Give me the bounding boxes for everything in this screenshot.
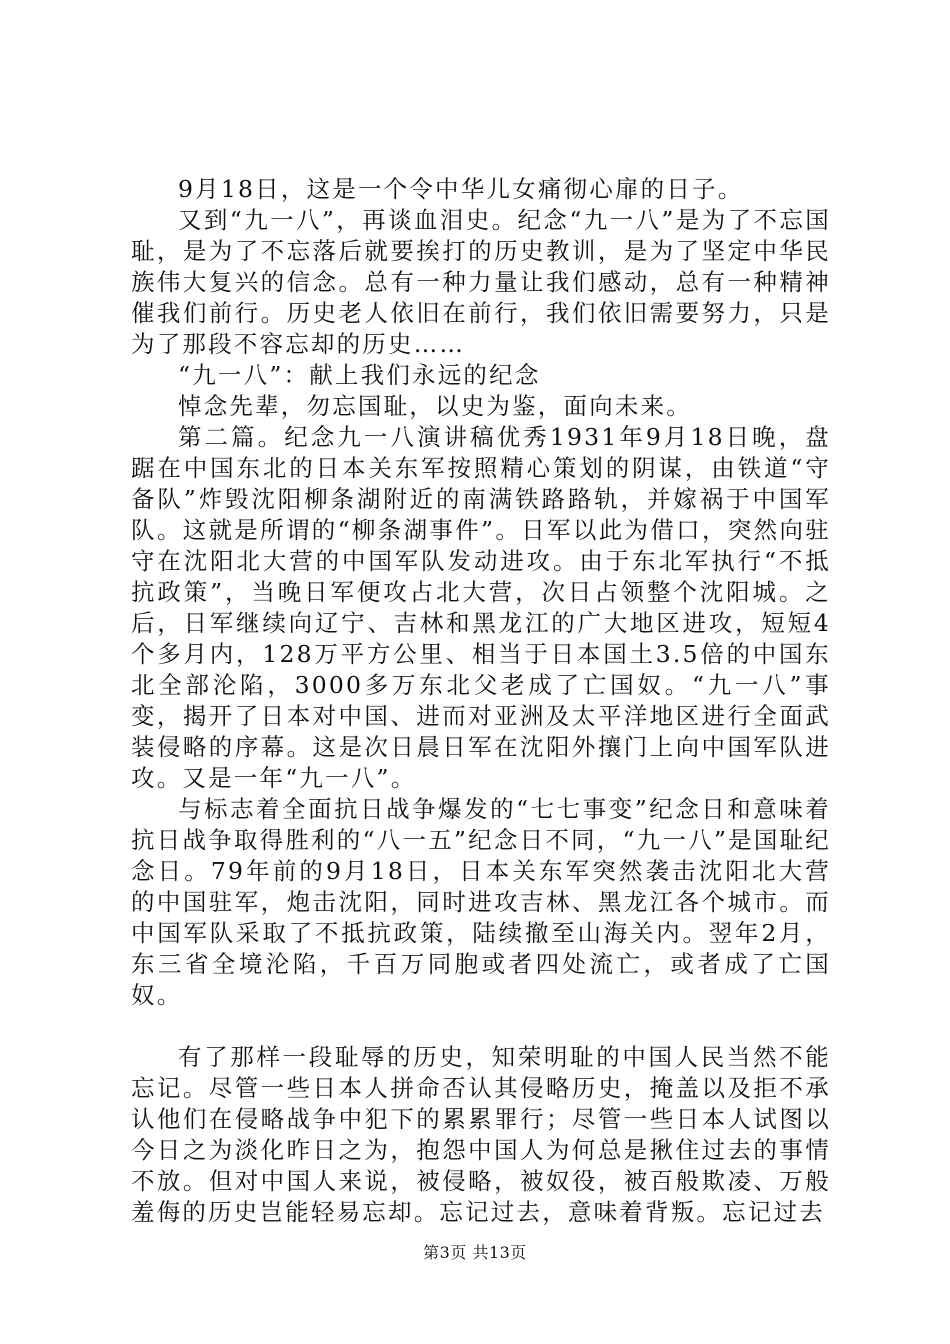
paragraph-motto: 悼念先辈，勿忘国耻，以史为鉴，面向未来。 [178,392,692,420]
paragraph-date-intro: 9月18日，这是一个令中华儿女痛彻心扉的日子。 [178,175,744,203]
document-body [131,174,831,1228]
page-number-footer: 第3页 共13页 [423,1243,527,1262]
paragraph-history-not-forgotten: 有了那样一段耻辱的历史，知荣明耻的中国人民当然不能忘记。尽管一些日本人拼命否认其侵略历史，掩盖以及拒不承认他们在侵略战争中犯下的累累罪行；尽管一些日本人试图以今日之为淡化昨日之为，抱怨中国人为何总是揪住过去的事情不放。但对中国人来说，被侵略，被奴役，被百般欺凌、万般羞侮的历史岂能轻易忘却。忘记过去，意味着背叛。忘记过去 [131,1043,831,1226]
paragraph-heading-tribute: “九一八”：献上我们永远的纪念 [178,361,541,389]
paragraph-remembrance: 又到“九一八”，再谈血泪史。纪念“九一八”是为了不忘国耻，是为了不忘落后就要挨打的历史教训，是为了坚定中华民族伟大复兴的信念。总有一种力量让我们感动，总有一种精神催我们前行。历史老人依旧在前行，我们依旧需要努力，只是为了那段不容忘却的历史…… [131,206,831,358]
paragraph-national-humiliation: 与标志着全面抗日战争爆发的“七七事变”纪念日和意味着抗日战争取得胜利的“八一五”纪念日不同，“九一八”是国耻纪念日。79年前的9月18日，日本关东军突然袭击沈阳北大营的中国驻军，炮击沈阳，同时进攻吉林、黑龙江各个城市。而中国军队采取了不抵抗政策，陆续撤至山海关内。翌年2月，东三省全境沦陷，千百万同胞或者四处流亡，或者成了亡国奴。 [131,795,831,1009]
paragraph-second-article: 第二篇。纪念九一八演讲稿优秀1931年9月18日晚，盘踞在中国东北的日本关东军按照精心策划的阴谋，由铁道“守备队”炸毁沈阳柳条湖附近的南满铁路路轨，并嫁祸于中国军队。这就是所谓的“柳条湖事件”。日军以此为借口，突然向驻守在沈阳北大营的中国军队发动进攻。由于东北军执行“不抵抗政策”，当晚日军便攻占北大营，次日占领整个沈阳城。之后，日军继续向辽宁、吉林和黑龙江的广大地区进攻，短短4个多月内，128万平方公里、相当于日本国土3.5倍的中国东北全部沦陷，3000多万东北父老成了亡国奴。“九一八”事变，揭开了日本对中国、进而对亚洲及太平洋地区进行全面武装侵略的序幕。这是次日晨日军在沈阳外攘门上向中国军队进攻。又是一年“九一八”。 [131,423,831,792]
